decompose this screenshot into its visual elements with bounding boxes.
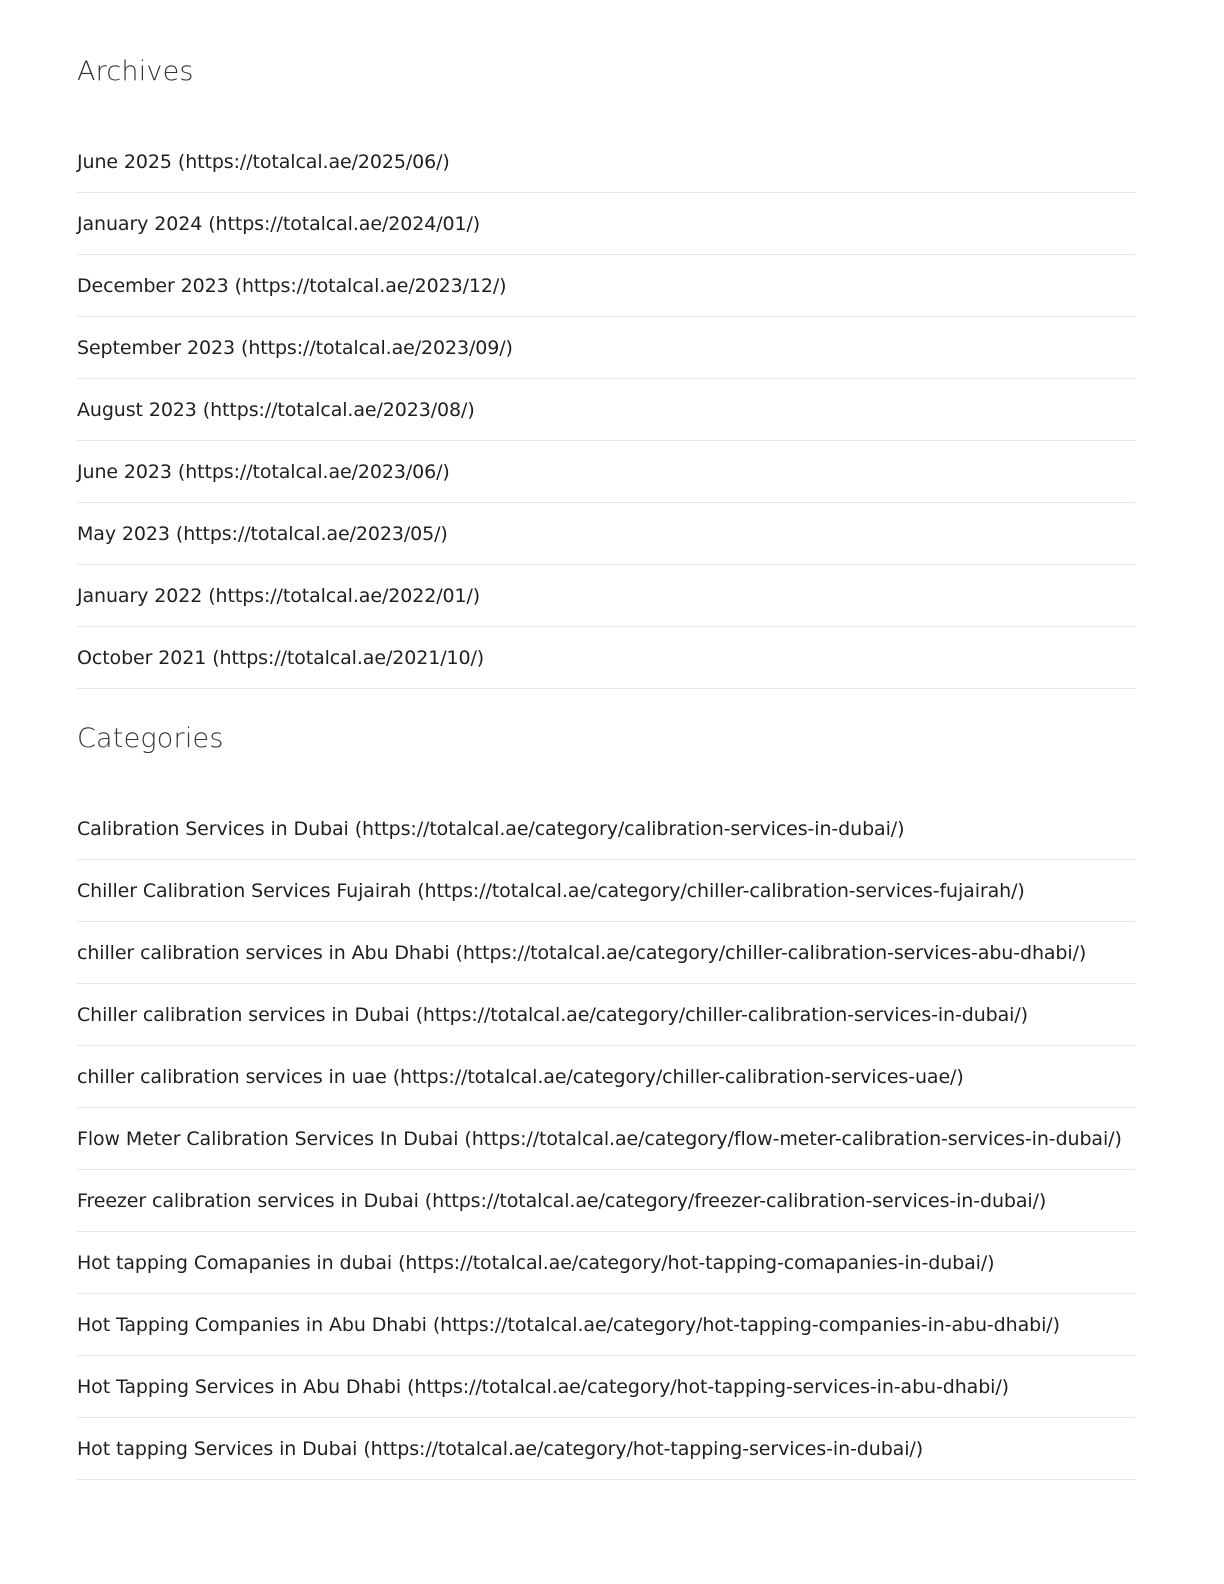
category-link-url: (https://totalcal.ae/category/hot-tapping-comapanies-in-dubai/) [398,1251,995,1274]
category-link[interactable] [77,922,1135,984]
category-link[interactable] [77,1170,1135,1232]
archive-link-url: (https://totalcal.ae/2021/10/) [212,646,485,669]
category-link-label[interactable]: chiller calibration services in Abu Dhabi [77,941,450,964]
category-link[interactable] [77,1108,1135,1170]
category-link[interactable] [77,1294,1135,1356]
category-link-label[interactable]: Calibration Services in Dubai [77,817,349,840]
archive-link-url: (https://totalcal.ae/2024/01/) [208,212,481,235]
categories-widget [77,689,1135,1480]
archive-link-url: (https://totalcal.ae/2023/05/) [175,522,448,545]
category-link-label[interactable]: Chiller Calibration Services Fujairah [77,879,412,902]
archive-link-label[interactable]: December 2023 [77,274,229,297]
archive-link-label[interactable]: September 2023 [77,336,236,359]
archive-link-url: (https://totalcal.ae/2023/09/) [241,336,513,359]
category-link-url: (https://totalcal.ae/category/flow-meter-calibration-services-in-dubai/) [464,1127,1122,1150]
archive-link[interactable] [77,131,1135,193]
category-link-url: (https://totalcal.ae/category/chiller-calibration-services-uae/) [392,1065,964,1088]
archive-link-url: (https://totalcal.ae/2023/08/) [202,398,475,421]
category-link-url: (https://totalcal.ae/category/hot-tapping-companies-in-abu-dhabi/) [432,1313,1060,1336]
category-link[interactable] [77,798,1135,860]
categories-title: Categories [77,723,224,754]
archives-title: Archives [77,56,194,87]
archive-link[interactable] [77,317,1135,379]
archive-link-url: (https://totalcal.ae/2023/06/) [177,460,450,483]
category-link-url: (https://totalcal.ae/category/chiller-calibration-services-fujairah/) [417,879,1025,902]
category-link-label[interactable]: Hot Tapping Companies in Abu Dhabi [77,1313,427,1336]
archive-link[interactable] [77,379,1135,441]
archive-link-url: (https://totalcal.ae/2022/01/) [208,584,481,607]
archive-link-label[interactable]: January 2022 [77,584,203,607]
category-link-url: (https://totalcal.ae/category/hot-tapping-services-in-abu-dhabi/) [407,1375,1009,1398]
archive-link[interactable] [77,255,1135,317]
archive-link[interactable] [77,627,1135,689]
archive-link[interactable] [77,565,1135,627]
archive-link-url: (https://totalcal.ae/2023/12/) [234,274,507,297]
categories-list [77,798,1135,1480]
category-link-label[interactable]: chiller calibration services in uae [77,1065,387,1088]
archives-list [77,131,1135,689]
archive-link[interactable] [77,441,1135,503]
category-link[interactable] [77,1418,1135,1480]
category-link-label[interactable]: Freezer calibration services in Dubai [77,1189,419,1212]
category-link[interactable] [77,984,1135,1046]
sidebar-widgets [77,0,1135,1480]
archive-link-label[interactable]: June 2023 [77,460,172,483]
category-link-label[interactable]: Chiller calibration services in Dubai [77,1003,410,1026]
category-link-label[interactable]: Flow Meter Calibration Services In Dubai [77,1127,459,1150]
category-link-url: (https://totalcal.ae/category/freezer-calibration-services-in-dubai/) [424,1189,1047,1212]
category-link[interactable] [77,1356,1135,1418]
category-link[interactable] [77,1046,1135,1108]
category-link-url: (https://totalcal.ae/category/calibration-services-in-dubai/) [354,817,905,840]
archives-widget [77,0,1135,689]
category-link[interactable] [77,860,1135,922]
archive-link[interactable] [77,503,1135,565]
archive-link[interactable] [77,193,1135,255]
category-link-label[interactable]: Hot tapping Services in Dubai [77,1437,358,1460]
archive-link-label[interactable]: June 2025 [77,150,172,173]
category-link-label[interactable]: Hot Tapping Services in Abu Dhabi [77,1375,402,1398]
category-link[interactable] [77,1232,1135,1294]
category-link-url: (https://totalcal.ae/category/chiller-calibration-services-in-dubai/) [415,1003,1028,1026]
archive-link-label[interactable]: May 2023 [77,522,170,545]
archive-link-url: (https://totalcal.ae/2025/06/) [177,150,450,173]
archive-link-label[interactable]: January 2024 [77,212,203,235]
archive-link-label[interactable]: August 2023 [77,398,197,421]
archive-link-label[interactable]: October 2021 [77,646,207,669]
category-link-url: (https://totalcal.ae/category/hot-tapping-services-in-dubai/) [363,1437,924,1460]
category-link-url: (https://totalcal.ae/category/chiller-calibration-services-abu-dhabi/) [455,941,1087,964]
category-link-label[interactable]: Hot tapping Comapanies in dubai [77,1251,393,1274]
